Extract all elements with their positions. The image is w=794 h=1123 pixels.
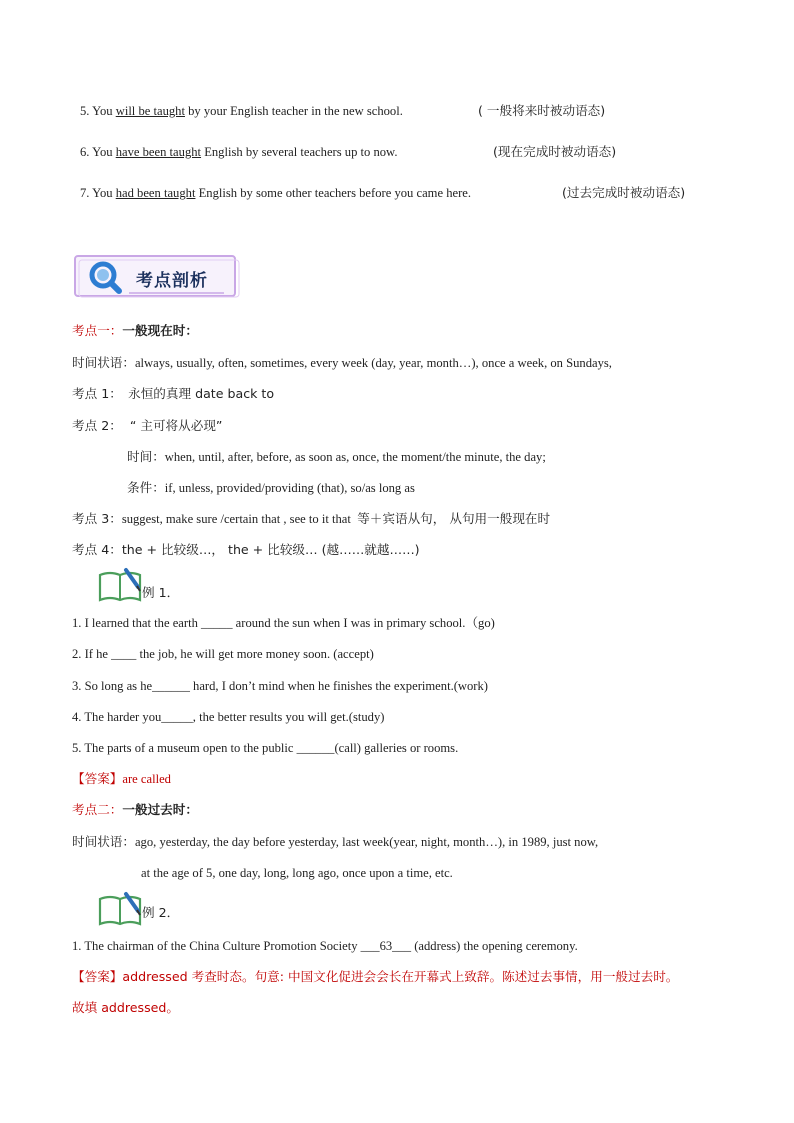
- item-text: You: [92, 104, 116, 118]
- label: 考点 2：: [72, 418, 122, 433]
- search-icon: [88, 260, 122, 294]
- passive-example-7: [80, 185, 471, 201]
- book-pencil-icon: [97, 567, 143, 603]
- label: 考点 1：: [72, 386, 122, 401]
- heading-label: 考点二：: [72, 802, 123, 817]
- example1-label: 例 1．: [142, 585, 180, 600]
- example1-item: 1. I learned that the earth _____ around the sun when I was in primary school.（go): [72, 616, 495, 630]
- underlined-verb: will be taught: [115, 104, 185, 118]
- point2-heading: [72, 802, 198, 818]
- text: 永恒的真理 date back to: [128, 386, 275, 401]
- point1-heading: [72, 323, 198, 339]
- book-pencil-icon: [97, 891, 143, 927]
- underlined-verb: had been taught: [115, 186, 196, 200]
- text: the + 比较级…， the + 比较级… (越……就越……): [121, 542, 420, 557]
- tense-note: ( 一般将来时被动语态): [478, 103, 606, 118]
- heading-title: 一般现在时：: [122, 323, 198, 338]
- passive-example-6: [80, 144, 397, 160]
- label: 时间：: [127, 449, 165, 464]
- point2-time-adverbial: [72, 834, 598, 850]
- text: suggest, make sure /certain that , see to it that: [121, 512, 351, 526]
- example2-item: 1. The chairman of the China Culture Promotion Society ___63___ (address) the opening ceremony.: [72, 939, 578, 953]
- label: 时间状语：: [72, 355, 135, 370]
- answer-label: 【答案】: [72, 969, 123, 984]
- heading-label: 考点一：: [72, 323, 123, 338]
- point1-p2: [72, 418, 222, 434]
- answer-text: are called: [122, 772, 171, 786]
- example2-answer: [72, 969, 678, 985]
- item-text: You: [92, 186, 116, 200]
- example2-label: 例 2．: [142, 905, 180, 920]
- label: 考点 4：: [72, 542, 122, 557]
- example1-answer: [72, 771, 171, 787]
- tense-note: (过去完成时被动语态): [562, 185, 686, 200]
- item-number: 5.: [80, 104, 90, 118]
- passive-example-5: [80, 103, 403, 119]
- point1-time-adverbial: [72, 355, 612, 371]
- item-text: English by some other teachers before you came here.: [195, 186, 472, 200]
- point1-p4: [72, 542, 420, 558]
- example1-item: 2. If he ____ the job, he will get more money soon. (accept): [72, 647, 374, 661]
- point1-p3: [72, 511, 550, 527]
- item-number: 6.: [80, 145, 90, 159]
- section-title: 考点剖析: [136, 271, 208, 291]
- example1-item: 3. So long as he______ hard, I don’t mind when he finishes the experiment.(work): [72, 679, 488, 693]
- text: “ 主可将从必现”: [129, 418, 223, 433]
- text: when, until, after, before, as soon as, once, the moment/the minute, the day;: [164, 450, 546, 464]
- underlined-verb: have been taught: [115, 145, 202, 159]
- point1-p2-time: [127, 449, 546, 465]
- text: if, unless, provided/providing (that), so/as long as: [164, 481, 415, 495]
- label: 条件：: [127, 480, 165, 495]
- item-text: You: [92, 145, 116, 159]
- point1-p2-condition: [127, 480, 415, 496]
- item-number: 7.: [80, 186, 90, 200]
- text: always, usually, often, sometimes, every week (day, year, month…), once a week, on Sundays,: [134, 356, 612, 370]
- tense-note: (现在完成时被动语态): [493, 144, 617, 159]
- point2-time-adverbial-cont: at the age of 5, one day, long, long ago, once upon a time, etc.: [141, 866, 453, 880]
- text: ago, yesterday, the day before yesterday, last week(year, night, month…), in 1989, just now,: [134, 835, 599, 849]
- label: 考点 3：: [72, 511, 122, 526]
- text: 等＋宾语从句， 从句用一般现在时: [357, 511, 551, 526]
- example1-item: 5. The parts of a museum open to the public ______(call) galleries or rooms.: [72, 741, 459, 755]
- answer-label: 【答案】: [72, 771, 123, 786]
- item-text: by your English teacher in the new school.: [184, 104, 403, 118]
- heading-title: 一般过去时：: [122, 802, 198, 817]
- answer-text: addressed 考查时态。句意: 中国文化促进会会长在开幕式上致辞。陈述过去事情，用一般过去时。: [122, 969, 679, 984]
- example1-item: 4. The harder you_____, the better results you will get.(study): [72, 710, 385, 724]
- label: 时间状语：: [72, 834, 135, 849]
- point1-p1: [72, 386, 274, 402]
- example2-answer-cont: 故填 addressed。: [72, 1000, 180, 1015]
- item-text: English by several teachers up to now.: [201, 145, 398, 159]
